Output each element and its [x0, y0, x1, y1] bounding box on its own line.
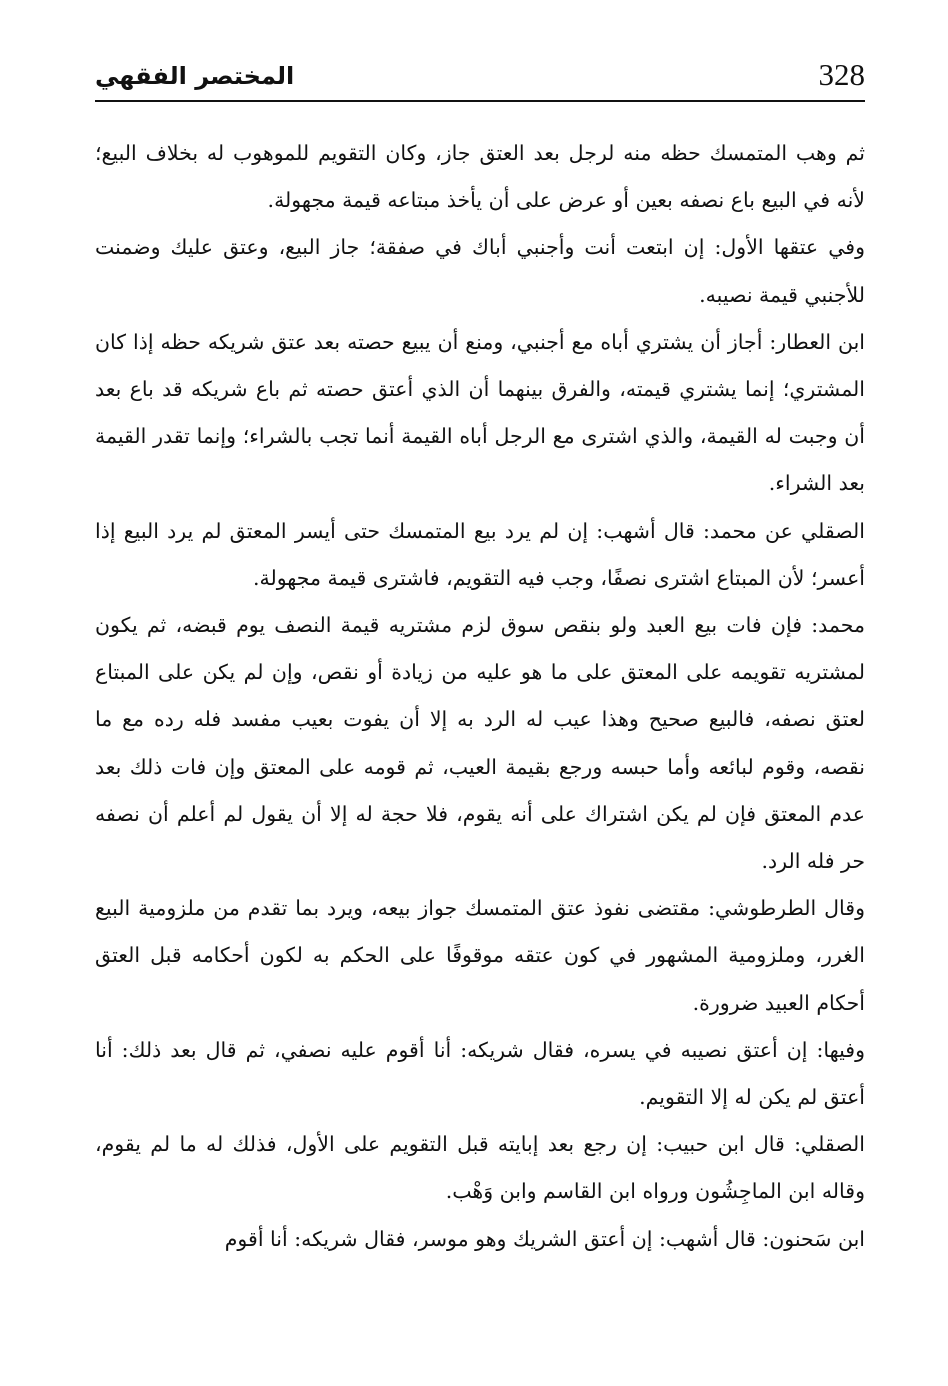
paragraph: ابن سَحنون: قال أشهب: إن أعتق الشريك وهو موسر، فقال شريكه: أنا أقوم [224, 1226, 865, 1251]
header-rule [95, 100, 865, 102]
paragraph: وفيها: إن أعتق نصيبه في يسره، فقال شريكه: أنا أقوم عليه نصفي، ثم قال بعد ذلك: أنا أعتق لم يكن له إلا التقويم. [95, 1037, 865, 1110]
page-header [95, 52, 865, 102]
paragraph: الصقلي عن محمد: قال أشهب: إن لم يرد بيع المتمسك حتى أيسر المعتق لم يرد البيع إذا أعسر؛ لأن المبتاع اشترى نصفًا، وجب فيه التقويم، فاشترى قيمة مجهولة. [95, 518, 865, 590]
page-body [95, 130, 865, 1263]
book-title: المختصر الفقهي [95, 62, 295, 90]
paragraph: ابن العطار: أجاز أن يشتري أباه مع أجنبي، ومنع أن يبيع حصته بعد عتق شريكه حظه إذا كان المشتري؛ إنما يشتري قيمته، والفرق بينهما أن الذي أعتق حصته ثم باع شريكه قد باع بعد أن وجبت له القيمة، والذي اشترى مع الرجل أباه القيمة أنما تجب بالشراء؛ وإنما تقدر القيمة بعد الشراء. [95, 329, 865, 496]
paragraph: وقال الطرطوشي: مقتضى نفوذ عتق المتمسك جواز بيعه، ويرد بما تقدم من ملزومية البيع الغرر، وملزومية المشهور في كون عتقه موقوفًا على الحكم به لكون أحكامه قبل العتق أحكام العبيد ضرورة. [95, 896, 865, 1015]
page-number: 328 [818, 57, 865, 92]
paragraph: الصقلي: قال ابن حبيب: إن رجع بعد إبايته قبل التقويم على الأول، فذلك له ما لم يقوم، وقاله ابن الماجِشُون ورواه ابن القاسم وابن وَهْب. [95, 1132, 865, 1204]
paragraph: وفي عتقها الأول: إن ابتعت أنت وأجنبي أباك في صفقة؛ جاز البيع، وعتق عليك وضمنت للأجنبي قيمة نصيبه. [95, 235, 865, 307]
paragraph: محمد: فإن فات بيع العبد ولو بنقص سوق لزم مشتريه قيمة النصف يوم قبضه، ثم يكون لمشتريه تقويمه على المعتق على ما هو عليه من زيادة أو نقص، وإن لم يكن على المبتاع لعتق نصفه، فالبيع صحيح وهذا عيب له الرد به إلا أن يفوت بعيب مفسد فله رده مع ما نقصه، وقوم لبائعه وأما حبسه ورجع بقيمة العيب، ثم قومه على المعتق وإن فات ذلك بعد عدم المعتق فإن لم يكن اشتراك على أنه يقوم، فلا حجة له إلا أن يقول لم أعلم أن نصفه حر فله الرد. [95, 613, 865, 874]
paragraph: ثم وهب المتمسك حظه منه لرجل بعد العتق جاز، وكان التقويم للموهوب له بخلاف البيع؛ لأنه في البيع باع نصفه بعين أو عرض على أن يأخذ مبتاعه قيمة مجهولة. [95, 141, 865, 213]
book-page [95, 52, 865, 1372]
